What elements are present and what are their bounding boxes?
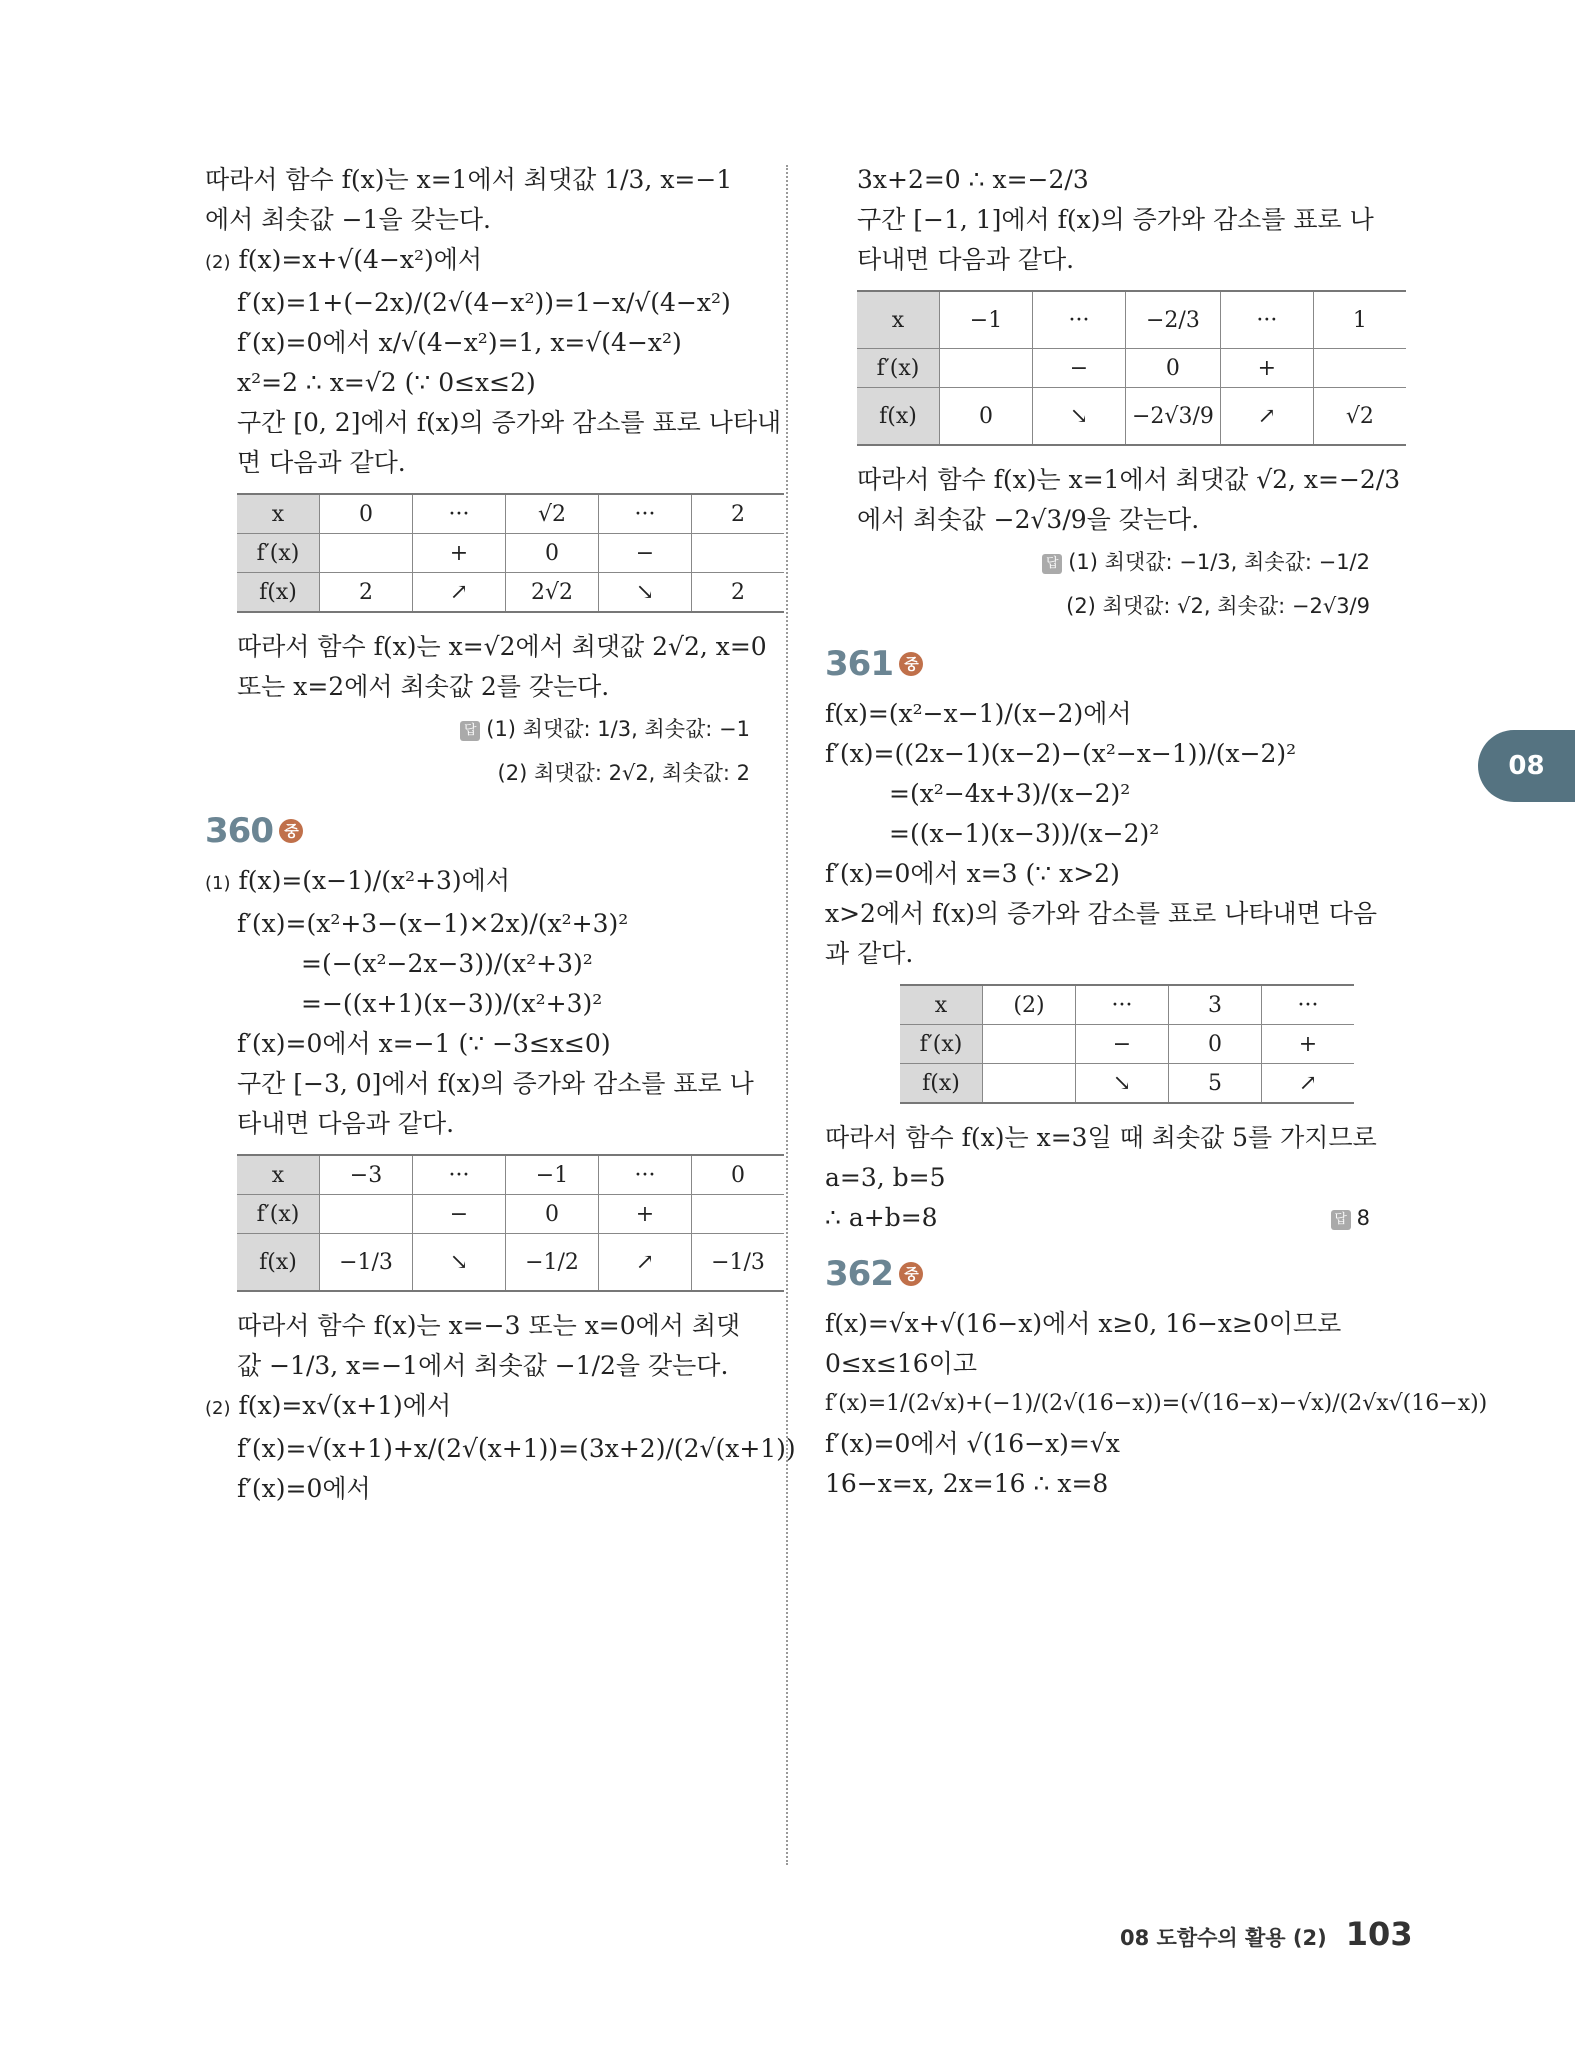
table-cell: ↗	[599, 1234, 692, 1292]
equation-line: f′(x)=0에서	[237, 1474, 371, 1503]
table-row	[900, 1064, 1354, 1104]
column-divider	[786, 165, 788, 1865]
text-line: 따라서 함수 f(x)는 x=−3 또는 x=0에서 최댓	[237, 1311, 741, 1340]
text-line: 0≤x≤16이고	[825, 1349, 978, 1378]
table-cell	[983, 1064, 1076, 1104]
equation-line: x²=2 ∴ x=√2 (∵ 0≤x≤2)	[237, 368, 536, 397]
table-cell: ···	[1033, 291, 1126, 349]
table-row	[237, 534, 784, 573]
text-line: 따라서 함수 f(x)는 x=1에서 최댓값 √2, x=−2/3	[857, 465, 1401, 494]
table-cell: ↘	[1033, 388, 1126, 446]
equation-line: a=3, b=5	[825, 1163, 946, 1192]
variation-table-1	[237, 493, 784, 613]
equation-line: f′(x)=((2x−1)(x−2)−(x²−x−1))/(x−2)²	[825, 739, 1297, 768]
table-cell: +	[1220, 349, 1313, 388]
text-line: 과 같다.	[825, 939, 914, 968]
table-cell: +	[413, 534, 506, 573]
table-cell: f(x)	[237, 573, 320, 613]
answer-360-2: (2) 최댓값: √2, 최솟값: −2√3/9	[1066, 594, 1370, 618]
page-footer	[1120, 1915, 1413, 1953]
equation-line: =−((x+1)(x−3))/(x²+3)²	[301, 989, 603, 1018]
sub-label: (2)	[205, 252, 231, 273]
table-cell: −1/2	[506, 1234, 599, 1292]
table-cell: √2	[1313, 388, 1406, 446]
table-cell	[692, 534, 785, 573]
table-cell: 2	[692, 494, 785, 534]
table-cell: 1	[1313, 291, 1406, 349]
table-cell: 0	[1169, 1025, 1262, 1064]
table-cell: x	[237, 494, 320, 534]
equation-line: 3x+2=0 ∴ x=−2/3	[857, 165, 1089, 194]
sub-problem-2: (2) f(x)=x√(x+1)에서	[205, 1391, 452, 1420]
answer-359: 답 (1) 최댓값: 1/3, 최솟값: −1	[205, 707, 750, 751]
table-cell	[692, 1195, 785, 1234]
problem-number-360: 360 중	[205, 811, 750, 851]
table-cell: 0	[506, 1195, 599, 1234]
difficulty-badge: 중	[899, 1262, 923, 1286]
equation-line: =(−(x²−2x−3))/(x²+3)²	[301, 949, 593, 978]
table-cell: −2/3	[1126, 291, 1221, 349]
table-row	[237, 1234, 784, 1292]
answer-mark: 답	[1331, 1210, 1351, 1230]
answer-359-2: (2) 최댓값: 2√2, 최솟값: 2	[497, 761, 750, 785]
table-cell: ···	[413, 494, 506, 534]
table-cell: +	[1262, 1025, 1355, 1064]
equation-line: =((x−1)(x−3))/(x−2)²	[889, 819, 1160, 848]
table-cell: ···	[413, 1155, 506, 1195]
problem-number-361: 361 중	[825, 644, 1370, 684]
answer-361: 8	[1356, 1206, 1370, 1230]
table-cell: f(x)	[237, 1234, 320, 1292]
difficulty-badge: 중	[279, 819, 303, 843]
table-row	[237, 494, 784, 534]
text-line: 면 다음과 같다.	[237, 448, 406, 477]
sub-problem-1: (1) f(x)=(x−1)/(x²+3)에서	[205, 866, 510, 895]
table-cell: x	[857, 291, 940, 349]
table-cell: x	[900, 985, 983, 1025]
table-cell: f′(x)	[857, 349, 940, 388]
table-row	[857, 388, 1406, 446]
page-number: 103	[1345, 1915, 1413, 1953]
table-cell: 0	[506, 534, 599, 573]
table-cell: −2√3/9	[1126, 388, 1221, 446]
table-cell: 3	[1169, 985, 1262, 1025]
table-cell	[320, 1195, 413, 1234]
text-line: 에서 최솟값 −1을 갖는다.	[205, 205, 491, 234]
table-cell: 5	[1169, 1064, 1262, 1104]
table-cell: (2)	[983, 985, 1076, 1025]
text-line: 타내면 다음과 같다.	[857, 245, 1075, 274]
equation-line: f′(x)=(x²+3−(x−1)×2x)/(x²+3)²	[237, 909, 629, 938]
table-cell: f′(x)	[237, 534, 320, 573]
difficulty-badge: 중	[899, 652, 923, 676]
table-cell: −1/3	[692, 1234, 785, 1292]
equation-line: =(x²−4x+3)/(x−2)²	[889, 779, 1131, 808]
text-line: f(x)=x+√(4−x²)에서	[238, 245, 483, 274]
table-cell: −	[599, 534, 692, 573]
table-cell: f′(x)	[900, 1025, 983, 1064]
table-cell: f′(x)	[237, 1195, 320, 1234]
table-cell: 2√2	[506, 573, 599, 613]
text-line: 따라서 함수 f(x)는 x=√2에서 최댓값 2√2, x=0	[237, 632, 767, 661]
table-row	[237, 573, 784, 613]
table-cell	[320, 534, 413, 573]
table-cell: ↗	[1220, 388, 1313, 446]
table-cell	[983, 1025, 1076, 1064]
chapter-tab: 08	[1478, 730, 1575, 802]
text-line: 구간 [−1, 1]에서 f(x)의 증가와 감소를 표로 나	[857, 205, 1374, 234]
equation-line: f′(x)=0에서 x=3 (∵ x>2)	[825, 859, 1120, 888]
chapter-title: 08 도함수의 활용 (2)	[1120, 1926, 1327, 1950]
sub-label: (1)	[205, 873, 231, 894]
answer-360: 답 (1) 최댓값: −1/3, 최솟값: −1/2	[825, 540, 1370, 584]
table-cell: f(x)	[857, 388, 940, 446]
equation-line: f(x)=(x²−x−1)/(x−2)에서	[825, 699, 1132, 728]
table-cell: −	[413, 1195, 506, 1234]
table-cell: ↗	[413, 573, 506, 613]
table-cell: ↘	[599, 573, 692, 613]
table-cell: ···	[599, 1155, 692, 1195]
table-cell: −1	[940, 291, 1033, 349]
table-cell: ↘	[413, 1234, 506, 1292]
equation-line: f′(x)=0에서 √(16−x)=√x	[825, 1429, 1120, 1458]
table-cell: f(x)	[900, 1064, 983, 1104]
equation-line: f′(x)=1/(2√x)+(−1)/(2√(16−x))=(√(16−x)−√x)/(2√x√(16−x))	[825, 1391, 1488, 1416]
table-cell: ···	[1220, 291, 1313, 349]
result-line: ∴ a+b=8 답 8	[825, 1203, 1370, 1232]
problem-number-362: 362 중	[825, 1254, 1370, 1294]
text-line: 타내면 다음과 같다.	[237, 1109, 455, 1138]
right-column	[825, 160, 1488, 1504]
equation-line: f(x)=√x+√(16−x)에서 x≥0, 16−x≥0이므로	[825, 1309, 1342, 1338]
table-cell: −	[1076, 1025, 1169, 1064]
table-cell: ···	[599, 494, 692, 534]
table-row	[237, 1155, 784, 1195]
table-cell: −	[1033, 349, 1126, 388]
table-cell	[1313, 349, 1406, 388]
text-line: 또는 x=2에서 최솟값 2를 갖는다.	[237, 672, 610, 701]
table-cell: ↗	[1262, 1064, 1355, 1104]
table-cell: 2	[692, 573, 785, 613]
variation-table-2	[237, 1154, 784, 1292]
answer-mark: 답	[1042, 554, 1062, 574]
sub-label: (2)	[205, 1398, 231, 1419]
equation-line: f′(x)=1+(−2x)/(2√(4−x²))=1−x/√(4−x²)	[237, 288, 731, 317]
table-row	[857, 291, 1406, 349]
text-line: x>2에서 f(x)의 증가와 감소를 표로 나타내면 다음	[825, 899, 1378, 928]
equation-line: 16−x=x, 2x=16 ∴ x=8	[825, 1469, 1109, 1498]
table-cell: 0	[320, 494, 413, 534]
table-cell: −1/3	[320, 1234, 413, 1292]
table-row	[857, 349, 1406, 388]
text-line: 값 −1/3, x=−1에서 최솟값 −1/2을 갖는다.	[237, 1351, 729, 1380]
equation-line: f′(x)=0에서 x/√(4−x²)=1, x=√(4−x²)	[237, 328, 682, 357]
table-cell: ↘	[1076, 1064, 1169, 1104]
variation-table-4	[900, 984, 1354, 1104]
sub-problem-2	[205, 240, 750, 283]
table-cell: √2	[506, 494, 599, 534]
text-line: 따라서 함수 f(x)는 x=1에서 최댓값 1/3, x=−1	[205, 165, 733, 194]
table-cell: 0	[940, 388, 1033, 446]
table-cell: 2	[320, 573, 413, 613]
equation-line: f′(x)=√(x+1)+x/(2√(x+1))=(3x+2)/(2√(x+1))	[237, 1434, 796, 1463]
table-row	[900, 1025, 1354, 1064]
table-row	[900, 985, 1354, 1025]
text-line: 에서 최솟값 −2√3/9을 갖는다.	[857, 505, 1200, 534]
table-cell: +	[599, 1195, 692, 1234]
left-column	[205, 160, 796, 1509]
table-cell: x	[237, 1155, 320, 1195]
table-cell: ···	[1076, 985, 1169, 1025]
table-cell: −1	[506, 1155, 599, 1195]
table-cell: 0	[1126, 349, 1221, 388]
text-line: 따라서 함수 f(x)는 x=3일 때 최솟값 5를 가지므로	[825, 1123, 1377, 1152]
table-cell: 0	[692, 1155, 785, 1195]
table-cell: ···	[1262, 985, 1355, 1025]
table-cell	[940, 349, 1033, 388]
variation-table-3	[857, 290, 1406, 446]
text-line: 구간 [−3, 0]에서 f(x)의 증가와 감소를 표로 나	[237, 1069, 754, 1098]
answer-mark: 답	[460, 721, 480, 741]
table-cell: −3	[320, 1155, 413, 1195]
equation-line: f′(x)=0에서 x=−1 (∵ −3≤x≤0)	[237, 1029, 611, 1058]
text-line: 구간 [0, 2]에서 f(x)의 증가와 감소를 표로 나타내	[237, 408, 782, 437]
table-row	[237, 1195, 784, 1234]
